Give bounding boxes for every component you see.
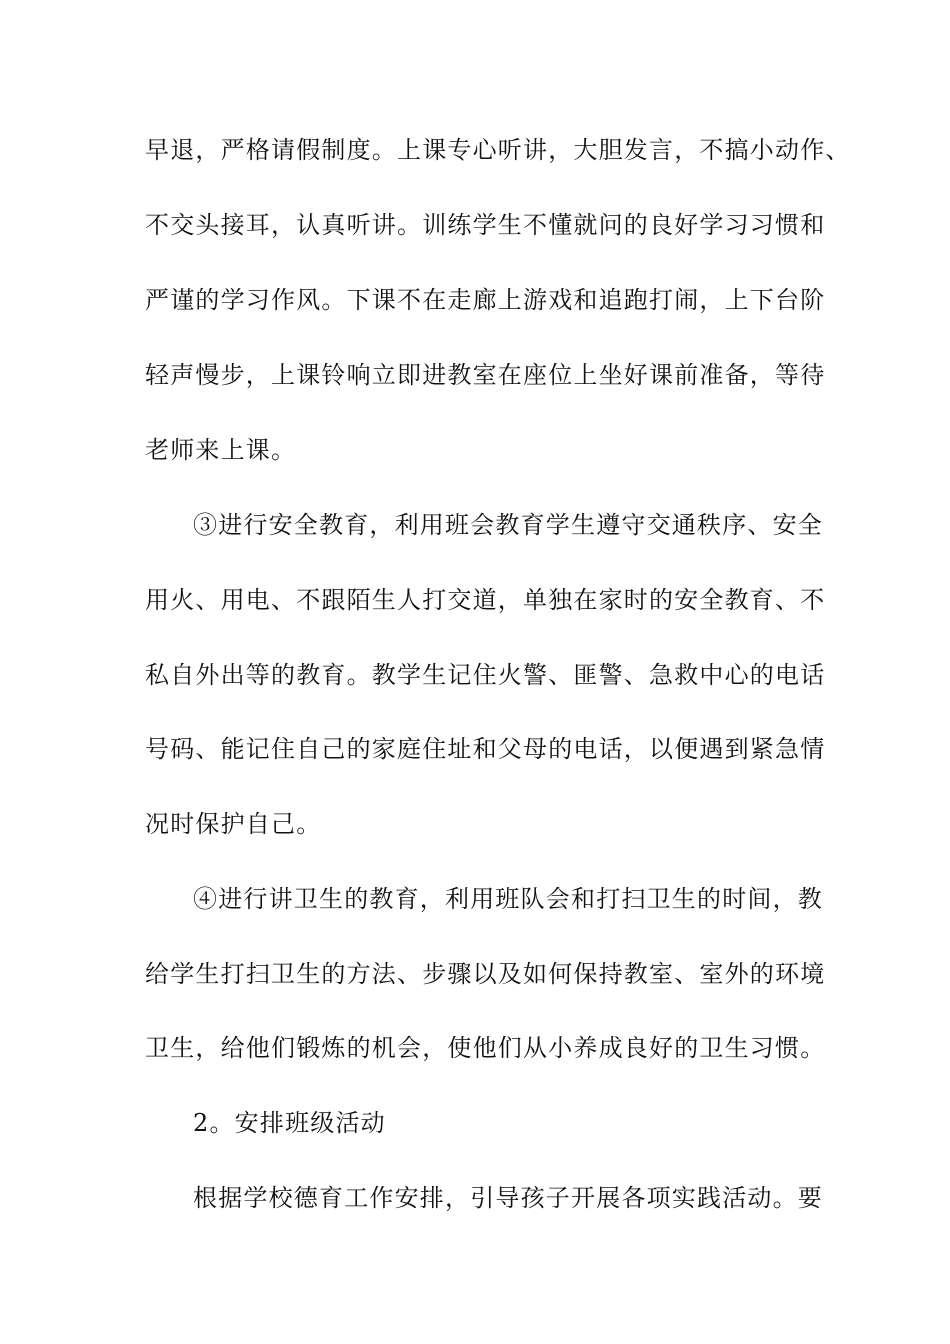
text-line-10: 况时保护自己。	[145, 810, 322, 838]
paragraph-4-start: ④进行讲卫生的教育，利用班队会和打扫卫生的时间，教	[193, 885, 823, 913]
text-line-5: 老师来上课。	[145, 436, 297, 464]
text-line-8: 私自外出等的教育。教学生记住火警、匪警、急救中心的电话	[145, 661, 826, 689]
text-line-2: 不交头接耳，认真听讲。训练学生不懂就问的良好学习习惯和	[145, 211, 826, 239]
text-line-12: 给学生打扫卫生的方法、步骤以及如何保持教室、室外的环境	[145, 960, 826, 988]
paragraph-5-start: 根据学校德育工作安排，引导孩子开展各项实践活动。要	[193, 1184, 823, 1212]
text-line-13: 卫生，给他们锻炼的机会，使他们从小养成良好的卫生习惯。	[145, 1034, 826, 1062]
text-line-3: 严谨的学习作风。下课不在走廊上游戏和追跑打闹，上下台阶	[145, 286, 826, 314]
text-line-1: 早退，严格请假制度。上课专心听讲，大胆发言，不搞小动作、	[145, 136, 851, 164]
section-heading: 2。安排班级活动	[193, 1109, 386, 1137]
text-line-7: 用火、用电、不跟陌生人打交道，单独在家时的安全教育、不	[145, 586, 826, 614]
text-line-4: 轻声慢步，上课铃响立即进教室在座位上坐好课前准备，等待	[145, 361, 826, 389]
text-line-9: 号码、能记住自己的家庭住址和父母的电话，以便遇到紧急情	[145, 735, 826, 763]
paragraph-3-start: ③进行安全教育，利用班会教育学生遵守交通秩序、安全	[193, 511, 823, 539]
